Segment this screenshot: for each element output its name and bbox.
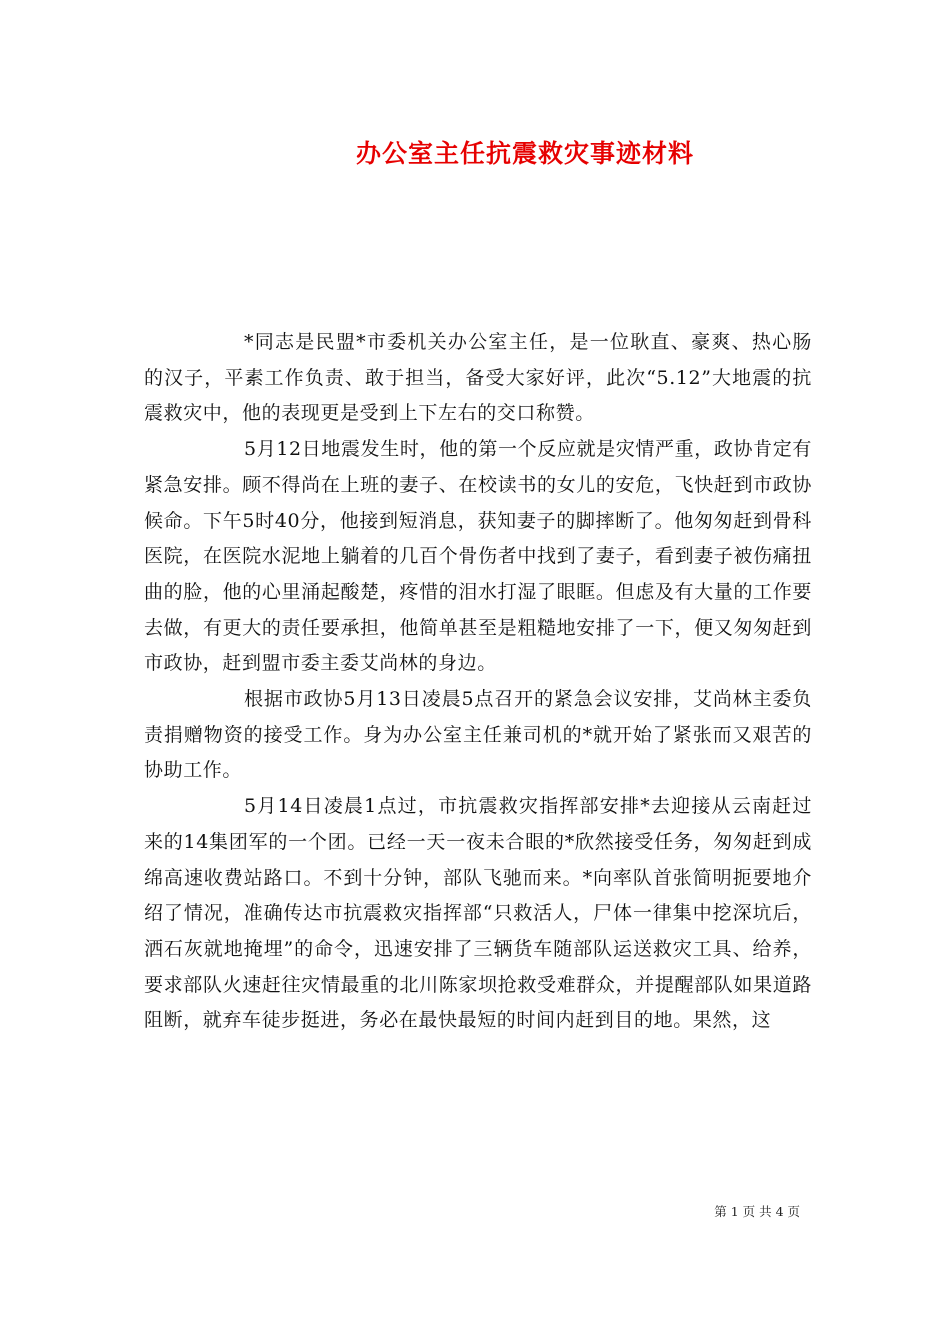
paragraph-4: 5月14日凌晨1点过，市抗震救灾指挥部安排*去迎接从云南赶过来的14集团军的一个团。已经一天一夜未合眼的*欣然接受任务，匆匆赶到成绵高速收费站路口。不到十分钟，部队飞驰而来。*向率队首张简明扼要地介绍了情况，准确传达市抗震救灾指挥部“只救活人，尸体一律集中挖深坑后，洒石灰就地掩埋”的命令，迅速安排了三辆货车随部队运送救灾工具、给养，要求部队火速赶往灾情最重的北川陈家坝抢救受难群众，并提醒部队如果道路阻断，就弃车徒步挺进，务必在最快最短的时间内赶到目的地。果然，这 [144,795,812,1032]
document-body [144,325,812,1039]
page-number: 第 1 页 共 4 页 [714,1204,800,1219]
document-title: 办公室主任抗震救灾事迹材料 [355,139,694,168]
paragraph-1: *同志是民盟*市委机关办公室主任，是一位耿直、豪爽、热心肠的汉子，平素工作负责、敢于担当，备受大家好评，此次“5.12”大地震的抗震救灾中，他的表现更是受到上下左右的交口称赞。 [144,331,812,425]
paragraph-2: 5月12日地震发生时，他的第一个反应就是灾情严重，政协肯定有紧急安排。顾不得尚在上班的妻子、在校读书的女儿的安危，飞快赶到市政协候命。下午5时40分，他接到短消息，获知妻子的脚摔断了。他匆匆赶到骨科医院，在医院水泥地上躺着的几百个骨伤者中找到了妻子，看到妻子被伤痛扭曲的脸，他的心里涌起酸楚，疼惜的泪水打湿了眼眶。但虑及有大量的工作要去做，有更大的责任要承担，他简单甚至是粗糙地安排了一下，便又匆匆赶到市政协，赶到盟市委主委艾尚林的身边。 [144,438,812,675]
paragraph-3: 根据市政协5月13日凌晨5点召开的紧急会议安排，艾尚林主委负责捐赠物资的接受工作。身为办公室主任兼司机的*就开始了紧张而又艰苦的协助工作。 [144,688,812,782]
